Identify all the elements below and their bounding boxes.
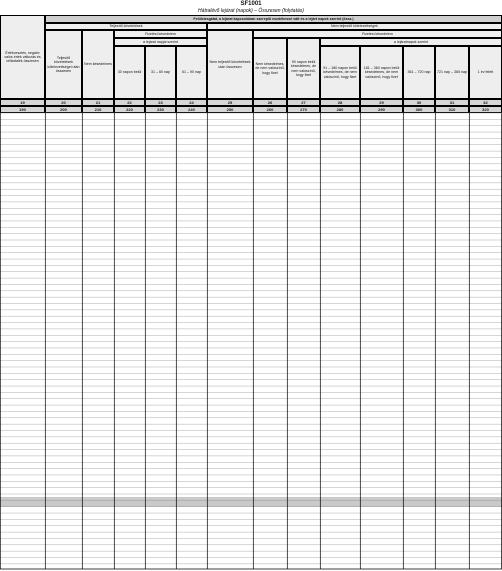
row-code: 230: [145, 106, 176, 113]
column-header-24: 61 – 90 nap: [176, 46, 207, 99]
row-code: 270: [287, 106, 320, 113]
header-past-due-partial: Fizetési késedelem: [253, 30, 502, 38]
column-number: 27: [287, 99, 320, 106]
column-number: 23: [145, 99, 176, 106]
column-header-19: Értékvesztés, negatív valós érték változás és céltartalék összesen: [0, 15, 45, 99]
column-number: 20: [45, 99, 82, 106]
column-number: 29: [360, 99, 403, 106]
column-header-22: 30 napon belül: [114, 46, 145, 99]
header-past-due-full: Fizetési késedelem: [114, 30, 207, 38]
column-number: 24: [176, 99, 207, 106]
header-by-days-full: a lejárat napjai szerint: [114, 38, 207, 46]
row-code: 280: [320, 106, 360, 113]
column-header-29: 181 – 360 napon belül késedelmes, de nem valószínű, hogy fizet: [360, 46, 403, 99]
column-header-21: Nem késedelmes: [82, 30, 114, 99]
column-header-28: 91 – 180 napon belül késedelmes, de nem valószínű, hogy fizet: [320, 46, 360, 99]
column-header-20: Teljesítő követelések kötelezettségei után összesen: [45, 30, 82, 99]
form-subtitle: Hátralévő lejárat (napok) – Összesen (folytatás): [198, 8, 304, 14]
column-header-25: Nem teljesítő követelések után összesen: [207, 30, 253, 99]
row-code: 300: [403, 106, 435, 113]
column-number: 32: [469, 99, 502, 106]
column-number: 25: [207, 99, 253, 106]
row-code: 220: [114, 106, 145, 113]
column-number: 31: [435, 99, 469, 106]
row-code: 240: [176, 106, 207, 113]
column-header-32: 1 év felett: [469, 46, 502, 99]
header-group-full: Teljesítő követelések: [45, 23, 207, 30]
column-header-31: 721 nap – 365 nap: [435, 46, 469, 99]
row-code: 190: [0, 106, 45, 113]
column-number: 30: [403, 99, 435, 106]
header-group-partial: Nem teljesítő kötelezettségek: [207, 23, 502, 30]
header-group-top: Felülvizsgálat, a lejárat kapcsolóban szereplő esedékessé vált és a lejárt napok szerint (össz.): [45, 15, 502, 23]
row-code: 210: [82, 106, 114, 113]
row-code: 260: [253, 106, 287, 113]
column-header-26: Nem késedelmes, de nem valószínű, hogy fizet: [253, 38, 287, 99]
row-code: 320: [469, 106, 502, 113]
column-number: 22: [114, 99, 145, 106]
row-code: 250: [207, 106, 253, 113]
form-code: SF1001: [240, 1, 262, 7]
column-header-23: 31 – 60 nap: [145, 46, 176, 99]
grey-band: [0, 497, 502, 507]
row-code: 290: [360, 106, 403, 113]
column-header-27: 90 napon belül késedelmes, de nem valószínű, hogy fizet: [287, 38, 320, 99]
column-number: 28: [320, 99, 360, 106]
column-header-30: 361 – 720 nap: [403, 46, 435, 99]
row-code: 200: [45, 106, 82, 113]
column-number: 26: [253, 99, 287, 106]
header-by-days-partial: a lejáratnapok szerint: [320, 38, 502, 46]
row-code: 310: [435, 106, 469, 113]
column-number: 21: [82, 99, 114, 106]
column-number: 19: [0, 99, 45, 106]
